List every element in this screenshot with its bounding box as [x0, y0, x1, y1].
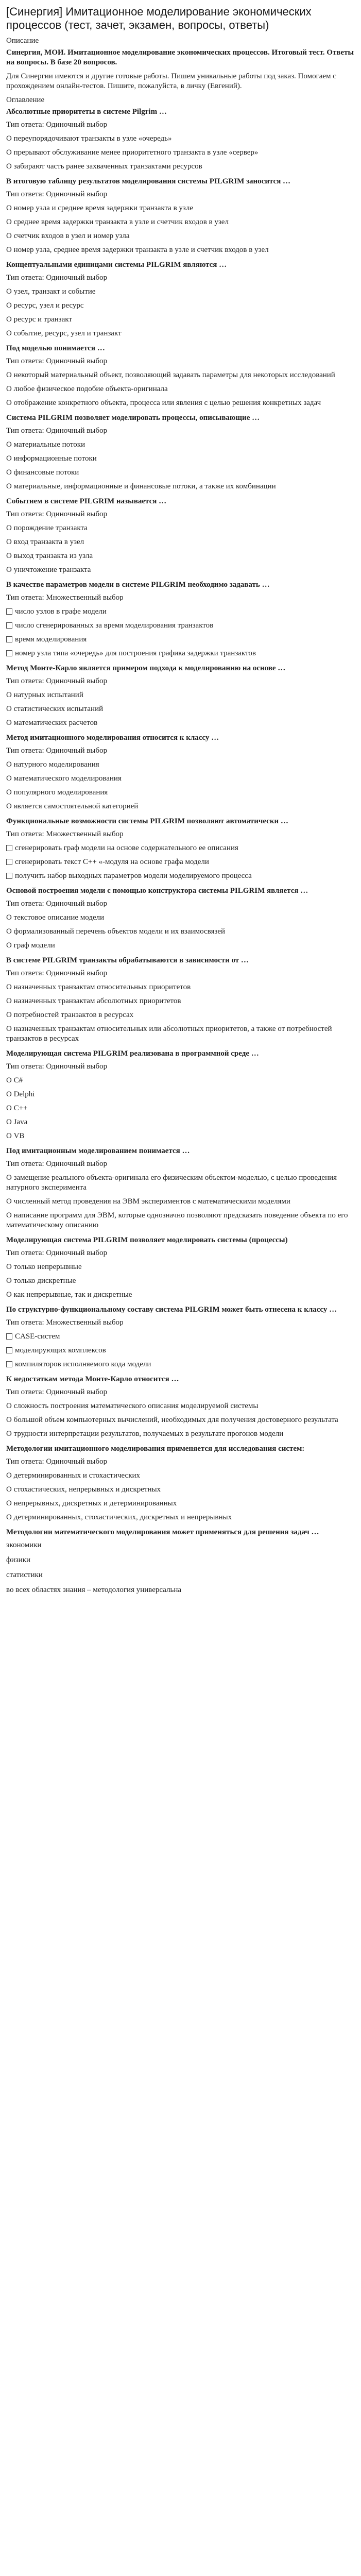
- question-title: Методологии имитационного моделирования применяется для исследования систем:: [6, 1445, 305, 1453]
- question-block: [6, 580, 355, 658]
- question-block: [6, 1305, 355, 1369]
- question-block: [6, 1444, 355, 1522]
- answer-option[interactable]: О ресурс, узел и ресурс: [6, 301, 84, 310]
- answer-option[interactable]: О материальные, информационные и финансовые потоки, а также их комбинации: [6, 482, 276, 490]
- answer-option[interactable]: [6, 635, 355, 645]
- answer-option[interactable]: О номер узла и среднее время задержки транзакта в узле: [6, 204, 193, 212]
- page-title: [Синергия] Имитационное моделирование экономических процессов (тест, зачет, экзамен, вопросы, ответы): [6, 5, 312, 31]
- answer-option[interactable]: О материальные потоки: [6, 440, 85, 449]
- answer-option[interactable]: [6, 621, 355, 631]
- question-title: Метод Монте-Карло является примером подхода к моделированию на основе …: [6, 664, 286, 672]
- answer-option[interactable]: О потребностей транзактов в ресурсах: [6, 1011, 134, 1019]
- question-title: Моделирующая система PILGRIM позволяет моделировать системы (процессы): [6, 1236, 288, 1244]
- answer-type: Тип ответа: Одиночный выбор: [6, 510, 108, 518]
- answer-option[interactable]: О только дискретные: [6, 1277, 76, 1285]
- question-title: Методологии математического моделирования может применяться для решения задач …: [6, 1528, 319, 1536]
- answer-type: Тип ответа: Одиночный выбор: [6, 427, 108, 435]
- answer-option[interactable]: О порождение транзакта: [6, 524, 88, 532]
- answer-option[interactable]: О ресурс и транзакт: [6, 315, 72, 324]
- checkbox-icon[interactable]: [6, 650, 12, 656]
- answer-option[interactable]: О численный метод проведения на ЭВМ экспериментов с математическими моделями: [6, 1197, 290, 1206]
- answer-type: Тип ответа: Одиночный выбор: [6, 121, 108, 129]
- answer-option[interactable]: О событие, ресурс, узел и транзакт: [6, 329, 122, 337]
- answer-option[interactable]: О C#: [6, 1076, 23, 1084]
- answer-option[interactable]: О граф модели: [6, 941, 55, 950]
- answer-option[interactable]: О C++: [6, 1104, 28, 1112]
- question-block: [6, 413, 355, 492]
- answer-option-label: сгенерировать граф модели на основе содержательного ее описания: [15, 844, 238, 852]
- answer-option[interactable]: О написание программ для ЭВМ, которые однозначно позволяют предсказать поведение объекта по его математическому описанию: [6, 1211, 348, 1229]
- question-block: [6, 1235, 355, 1300]
- answer-option[interactable]: [6, 1360, 355, 1369]
- question-block: [6, 1049, 355, 1141]
- answer-option: во всех областях знания – методология универсальна: [6, 1586, 182, 1594]
- answer-option[interactable]: О трудности интерпретации результатов, получаемых в результате прогонов модели: [6, 1430, 284, 1438]
- answer-option[interactable]: О некоторый материальный объект, позволяющий задавать параметры для некоторых исследований: [6, 371, 335, 379]
- answer-option[interactable]: О назначенных транзактам абсолютных приоритетов: [6, 997, 181, 1005]
- question-title: Основой построения модели с помощью конструктора системы PILGRIM является …: [6, 887, 308, 895]
- answer-option[interactable]: О назначенных транзактам относительных или абсолютных приоритетов, а также от потребностей транзактов в ресурсах: [6, 1025, 332, 1043]
- question-block: [6, 1146, 355, 1230]
- answer-option: статистики: [6, 1571, 43, 1579]
- question-title: В качестве параметров модели в системе PILGRIM необходимо задавать …: [6, 581, 270, 589]
- answer-option[interactable]: О VB: [6, 1132, 25, 1140]
- answer-option[interactable]: О отображение конкретного объекта, процесса или явления с целью решения конкретных задач: [6, 399, 321, 407]
- question-block: [6, 817, 355, 881]
- answer-option[interactable]: О детерминированных, стохастических, дискретных и непрерывных: [6, 1513, 232, 1521]
- question-block: [6, 1375, 355, 1439]
- answer-type: Тип ответа: Одиночный выбор: [6, 969, 108, 977]
- answer-option[interactable]: О стохастических, непрерывных и дискретных: [6, 1485, 161, 1494]
- question-block: [6, 107, 355, 172]
- answer-option-label: число сгенерированных за время моделирования транзактов: [15, 621, 214, 630]
- checkbox-icon[interactable]: [6, 608, 12, 615]
- answer-option[interactable]: О финансовые потоки: [6, 468, 79, 477]
- answer-option: экономики: [6, 1541, 42, 1549]
- answer-option[interactable]: [6, 649, 355, 658]
- question-block: [6, 886, 355, 951]
- question-title: Событием в системе PILGRIM называется …: [6, 497, 167, 505]
- answer-option: физики: [6, 1556, 31, 1564]
- answer-type: Тип ответа: Одиночный выбор: [6, 677, 108, 685]
- checkbox-icon[interactable]: [6, 636, 12, 642]
- answer-option[interactable]: О вход транзакта в узел: [6, 538, 84, 546]
- answer-type: Тип ответа: Одиночный выбор: [6, 1062, 108, 1071]
- question-block: [6, 733, 355, 811]
- question-title: По структурно-функциональному составу система PILGRIM может быть отнесена к классу …: [6, 1306, 337, 1314]
- answer-option[interactable]: О натурных испытаний: [6, 691, 83, 699]
- question-block: [6, 344, 355, 408]
- answer-option[interactable]: О Java: [6, 1118, 28, 1126]
- answer-type: Тип ответа: Одиночный выбор: [6, 1160, 108, 1168]
- answer-option[interactable]: О математических расчетов: [6, 719, 98, 727]
- question-block: [6, 956, 355, 1044]
- answer-option[interactable]: О информационные потоки: [6, 454, 97, 463]
- answer-option[interactable]: О детерминированных и стохастических: [6, 1471, 141, 1480]
- answer-type: Тип ответа: Множественный выбор: [6, 594, 124, 602]
- answer-type: Тип ответа: Одиночный выбор: [6, 1249, 108, 1257]
- answer-type: Тип ответа: Множественный выбор: [6, 830, 124, 838]
- question-block: [6, 260, 355, 338]
- answer-option[interactable]: [6, 1332, 355, 1342]
- checkbox-icon[interactable]: [6, 873, 12, 879]
- answer-type: Тип ответа: Одиночный выбор: [6, 1458, 108, 1466]
- checkbox-icon[interactable]: [6, 1361, 12, 1367]
- answer-option[interactable]: О переупорядочивают транзакты в узле «очередь»: [6, 134, 172, 143]
- answer-option[interactable]: О узел, транзакт и событие: [6, 287, 96, 296]
- answer-option[interactable]: О формализованный перечень объектов модели и их взаимосвязей: [6, 927, 226, 936]
- question-block: [6, 497, 355, 575]
- answer-option[interactable]: [6, 871, 355, 881]
- checkbox-icon[interactable]: [6, 622, 12, 629]
- answer-type: Тип ответа: Одиночный выбор: [6, 1388, 108, 1396]
- question-block: [6, 177, 355, 255]
- answer-type: Тип ответа: Множественный выбор: [6, 1318, 124, 1327]
- toc-label: Оглавление: [6, 96, 45, 104]
- answer-option[interactable]: О статистических испытаний: [6, 705, 104, 713]
- answer-option[interactable]: [6, 1346, 355, 1355]
- answer-option[interactable]: О счетчик входов в узел и номер узла: [6, 232, 130, 240]
- answer-option[interactable]: О замещение реального объекта-оригинала его физическим объектом-моделью, с целью проведения натурного эксперимента: [6, 1174, 337, 1192]
- description-text: Для Синергии имеются и другие готовые работы. Пишем уникальные работы под заказ. Помогаем с прохождением онлайн-тестов. Пишите, пожалуйста, в личку (Евгений).: [6, 72, 336, 90]
- answer-option[interactable]: О уничтожение транзакта: [6, 566, 91, 574]
- answer-option[interactable]: О назначенных транзактам относительных приоритетов: [6, 983, 191, 991]
- answer-option[interactable]: [6, 857, 355, 867]
- answer-type: Тип ответа: Одиночный выбор: [6, 274, 108, 282]
- answer-option-label: сгенерировать текст C++ «-модуля на основе графа модели: [15, 858, 209, 866]
- answer-option-label: получить набор выходных параметров модели моделируемого процесса: [15, 872, 252, 880]
- answer-option[interactable]: О большой объем компьютерных вычислений, необходимых для получения достоверного результата: [6, 1416, 338, 1424]
- description-title: Синергия, МОИ. Имитационное моделирование экономических процессов. Итоговый тест. Ответы на вопросы. В базе 20 вопросов.: [6, 48, 354, 66]
- answer-option-label: компиляторов исполняемого кода модели: [15, 1360, 151, 1368]
- answer-option-label: моделирующих комплексов: [15, 1346, 106, 1354]
- checkbox-icon[interactable]: [6, 1347, 12, 1353]
- question-title: Моделирующая система PILGRIM реализована в программной среде …: [6, 1049, 259, 1058]
- answer-option[interactable]: [6, 843, 355, 853]
- answer-option[interactable]: О прерывают обслуживание менее приоритетного транзакта в узле «сервер»: [6, 148, 259, 157]
- answer-type: Тип ответа: Одиночный выбор: [6, 190, 108, 198]
- answer-option[interactable]: О популярного моделирования: [6, 788, 108, 796]
- question-title: Абсолютные приоритеты в системе Pilgrim …: [6, 108, 167, 116]
- answer-type: Тип ответа: Одиночный выбор: [6, 357, 108, 365]
- answer-option[interactable]: О любое физическое подобие объекта-оригинала: [6, 385, 168, 393]
- checkbox-icon[interactable]: [6, 845, 12, 851]
- answer-option-label: CASE-систем: [15, 1332, 60, 1341]
- question-title: Концептуальными единицами системы PILGRIM являются …: [6, 261, 227, 269]
- answer-option[interactable]: О непрерывных, дискретных и детерминированных: [6, 1499, 177, 1507]
- question-block: [6, 1528, 355, 1595]
- question-title: К недостаткам метода Монте-Карло относится …: [6, 1375, 179, 1383]
- answer-type: Тип ответа: Одиночный выбор: [6, 900, 108, 908]
- answer-option[interactable]: О среднее время задержки транзакта в узле и счетчик входов в узел: [6, 218, 229, 226]
- question-title: Под моделью понимается …: [6, 344, 105, 352]
- question-title: Система PILGRIM позволяет моделировать процессы, описывающие …: [6, 414, 260, 422]
- answer-option[interactable]: О текстовое описание модели: [6, 913, 105, 922]
- answer-option[interactable]: О Delphi: [6, 1090, 35, 1098]
- answer-option[interactable]: О только непрерывные: [6, 1263, 82, 1271]
- question-title: В итоговую таблицу результатов моделирования системы PILGRIM заносится …: [6, 177, 291, 185]
- answer-type: Тип ответа: Одиночный выбор: [6, 747, 108, 755]
- answer-option[interactable]: [6, 607, 355, 617]
- question-title: В системе PILGRIM транзакты обрабатываются в зависимости от …: [6, 956, 249, 964]
- description-label: Описание: [6, 37, 39, 45]
- answer-option-label: число узлов в графе модели: [15, 607, 107, 616]
- question-title: Функциональные возможности системы PILGRIM позволяют автоматически …: [6, 817, 288, 825]
- question-block: [6, 664, 355, 728]
- answer-option[interactable]: О выход транзакта из узла: [6, 552, 93, 560]
- answer-option[interactable]: О как непрерывные, так и дискретные: [6, 1291, 132, 1299]
- checkbox-icon[interactable]: [6, 859, 12, 865]
- question-list: [6, 107, 355, 1595]
- question-title: Под имитационным моделированием понимается …: [6, 1147, 190, 1155]
- answer-option[interactable]: О математического моделирования: [6, 774, 122, 783]
- answer-option-label: номер узла типа «очередь» для построения графика задержки транзактов: [15, 649, 256, 657]
- question-title: Метод имитационного моделирования относится к классу …: [6, 734, 219, 742]
- checkbox-icon[interactable]: [6, 1333, 12, 1340]
- answer-option[interactable]: О номер узла, среднее время задержки транзакта в узле и счетчик входов в узел: [6, 246, 269, 254]
- answer-option[interactable]: О забирают часть ранее захваченных транзактами ресурсов: [6, 162, 202, 171]
- answer-option-label: время моделирования: [15, 635, 87, 643]
- answer-option[interactable]: О натурного моделирования: [6, 760, 99, 769]
- answer-option[interactable]: О является самостоятельной категорией: [6, 802, 139, 810]
- answer-option[interactable]: О сложность построения математического описания моделируемой системы: [6, 1402, 259, 1410]
